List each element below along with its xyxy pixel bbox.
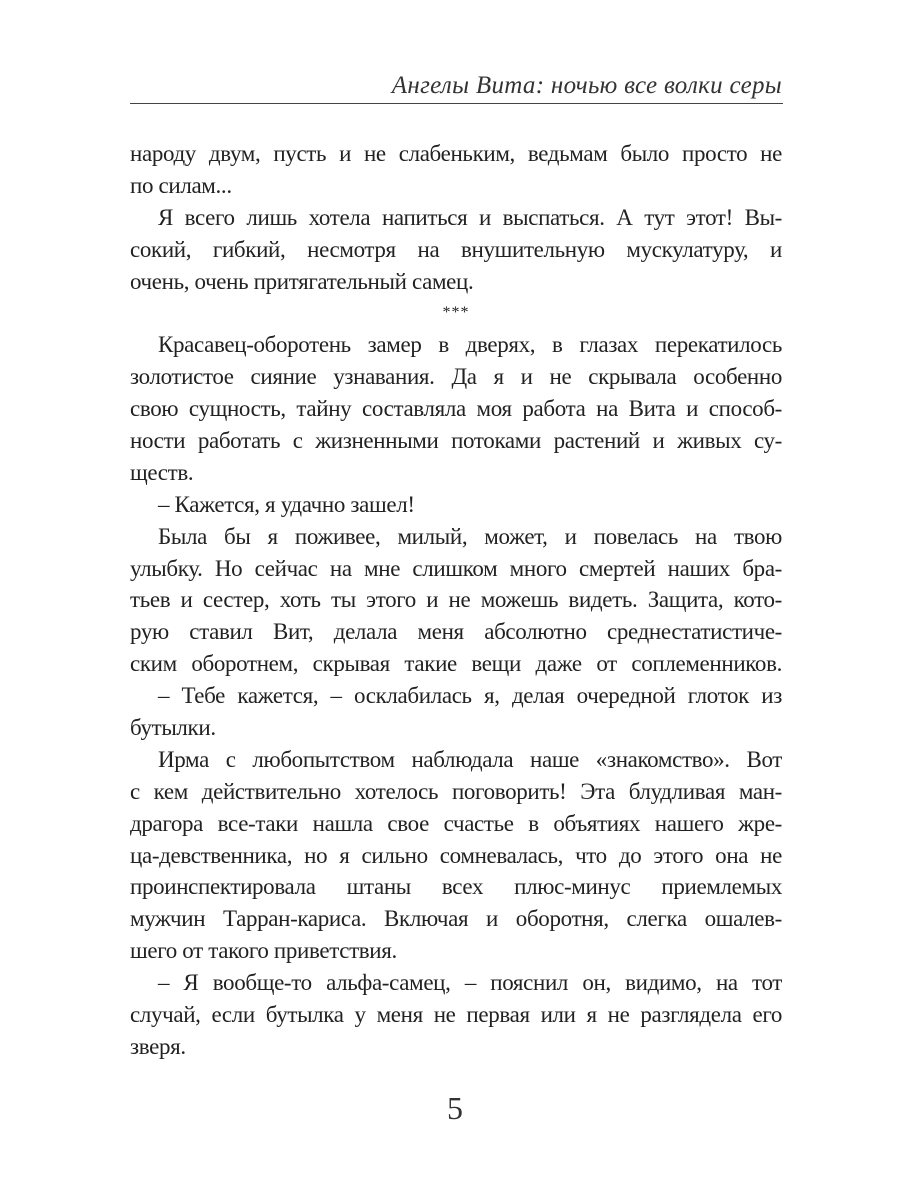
section-break: *** (442, 304, 470, 322)
text-line: очень, очень притягательный самец. (130, 268, 474, 294)
text-line: драгора все-таки нашла свое счастье в объятиях нашего жре- (130, 810, 782, 836)
text-line: мужчин Тарран-кариса. Включая и оборотня, слегка ошалев- (130, 906, 782, 932)
text-line: свою сущность, тайну составляла моя работа на Вита и способ- (130, 396, 782, 422)
text-line: зверя. (130, 1033, 186, 1059)
text-line: ности работать с жизненными потоками растений и живых су- (130, 428, 782, 454)
text-line: Я всего лишь хотела напиться и выспаться. А тут этот! Вы- (158, 204, 782, 230)
text-line: ществ. (130, 459, 194, 485)
text-line: по силам... (130, 172, 232, 198)
text-line: проинспектировала штаны всех плюс-минус приемлемых (130, 874, 782, 900)
text-line: – Кажется, я удачно зашел! (158, 491, 415, 517)
page-number: 5 (447, 1090, 463, 1126)
text-line: Была бы я поживее, милый, может, и повелась на твою (158, 523, 782, 549)
text-line: сокий, гибкий, несмотря на внушительную мускулатуру, и (130, 236, 782, 262)
text-line: ским оборотнем, скрывая такие вещи даже от соплеменников. (130, 651, 782, 677)
text-line: Ирма с любопытством наблюдала наше «знакомство». Вот (158, 746, 782, 772)
text-line: бутылки. (130, 715, 216, 741)
text-line: шего от такого приветствия. (130, 938, 397, 964)
running-head: Ангелы Вита: ночью все волки серы (391, 72, 782, 99)
text-line: с кем действительно хотелось поговорить! Эта блудливая ман- (130, 778, 782, 804)
header-rule (130, 103, 783, 104)
body-text (130, 138, 782, 1063)
text-line: золотистое сияние узнавания. Да я и не скрывала особенно (130, 364, 782, 390)
text-line: ца-девственника, но я сильно сомневалась, что до этого она не (130, 842, 782, 868)
text-line: – Тебе кажется, – осклабилась я, делая очередной глоток из (158, 683, 782, 709)
text-line: улыбку. Но сейчас на мне слишком много смертей наших бра- (130, 555, 782, 581)
text-line: рую ставил Вит, делала меня абсолютно среднестатистиче- (130, 619, 782, 645)
text-line: тьев и сестер, хоть ты этого и не можешь видеть. Защита, кото- (130, 587, 782, 613)
text-line: Красавец-оборотень замер в дверях, в глазах перекатилось (158, 332, 782, 358)
text-line: случай, если бутылка у меня не первая или я не разглядела его (130, 1002, 782, 1028)
text-line: – Я вообще-то альфа-самец, – пояснил он, видимо, на тот (158, 970, 782, 996)
text-line: народу двум, пусть и не слабеньким, ведьмам было просто не (130, 141, 782, 166)
